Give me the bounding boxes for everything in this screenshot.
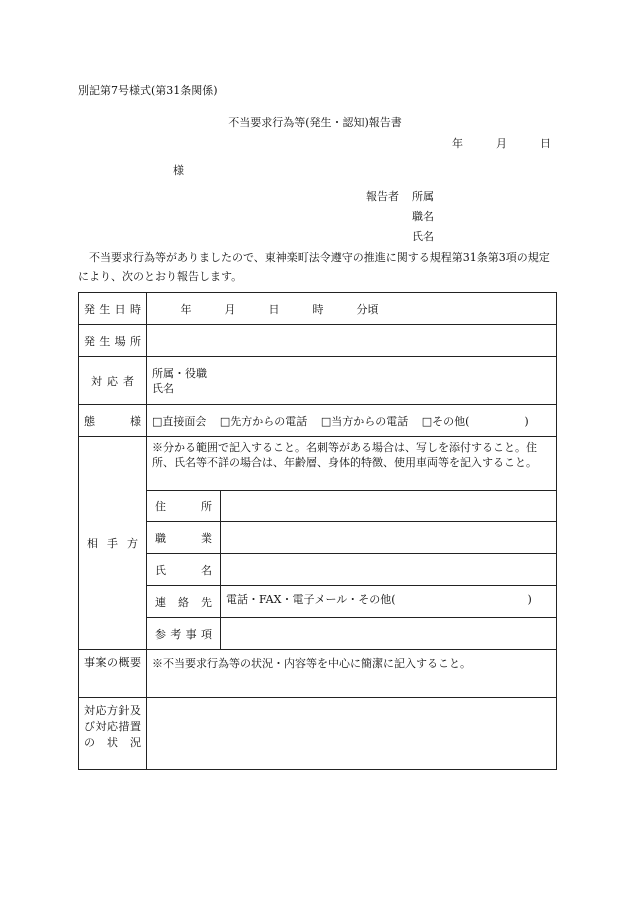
manner-option-other[interactable]: □その他( ) — [421, 414, 529, 428]
row-responder — [79, 357, 557, 405]
form-number: 別記第7号様式(第31条関係) — [78, 84, 218, 97]
reporter-label: 報告者 — [366, 190, 399, 203]
reporter-affiliation: 所属 — [412, 190, 434, 203]
dt-day: 日 — [268, 302, 280, 316]
counterpart-address-label: 住所 — [147, 491, 221, 522]
manner-options — [147, 405, 557, 437]
counterpart-name-field[interactable] — [221, 554, 557, 586]
counterpart-label: 相手方 — [79, 437, 147, 650]
row-manner — [79, 405, 557, 437]
dt-year: 年 — [180, 302, 192, 316]
dt-minute: 分頃 — [356, 302, 379, 316]
reporter-name: 氏名 — [412, 230, 434, 243]
intro-text: 不当要求行為等がありましたので、東神楽町法令遵守の推進に関する規程第31条第3項の規定により、次のとおり報告します。 — [78, 251, 550, 283]
document-title: 不当要求行為等(発生・認知)報告書 — [228, 116, 402, 129]
report-date — [452, 135, 551, 151]
counterpart-note: ※分かる範囲で記入すること。名刺等がある場合は、写しを添付すること。住所、氏名等不詳の場合は、年齢層、身体的特徴、使用車両等を記入すること。 — [147, 437, 557, 491]
addressee-suffix: 様 — [173, 164, 184, 177]
occurrence-place-label: 発生場所 — [79, 325, 147, 357]
counterpart-address-field[interactable] — [221, 491, 557, 522]
row-counterpart-name — [79, 554, 557, 586]
date-day: 日 — [540, 137, 551, 150]
responder-affiliation-label: 所属・役職 — [152, 366, 207, 380]
counterpart-contact-label: 連絡先 — [147, 586, 221, 618]
summary-field[interactable] — [147, 650, 557, 698]
report-table — [78, 292, 557, 770]
date-month: 月 — [496, 137, 507, 150]
response-label-cell — [79, 698, 147, 770]
row-counterpart-address — [79, 491, 557, 522]
response-label: 対応方針及び対応措置の状況 — [84, 704, 141, 749]
row-occurrence-place — [79, 325, 557, 357]
counterpart-occupation-label: 職業 — [147, 522, 221, 554]
row-summary — [79, 650, 557, 698]
manner-option-outgoing-call[interactable]: □当方からの電話 — [320, 414, 409, 428]
occurrence-place-field[interactable] — [147, 325, 557, 357]
manner-option-direct[interactable]: □直接面会 — [152, 414, 207, 428]
row-occurrence-datetime — [79, 293, 557, 325]
summary-label-cell — [79, 650, 147, 698]
manner-label: 態様 — [79, 405, 147, 437]
row-counterpart-occupation — [79, 522, 557, 554]
dt-month: 月 — [224, 302, 236, 316]
dt-hour: 時 — [312, 302, 324, 316]
date-year: 年 — [452, 137, 463, 150]
counterpart-occupation-field[interactable] — [221, 522, 557, 554]
row-counterpart-contact — [79, 586, 557, 618]
row-counterpart-note — [79, 437, 557, 491]
counterpart-name-label: 氏名 — [147, 554, 221, 586]
responder-name-label: 氏名 — [152, 381, 174, 395]
response-field[interactable] — [147, 698, 557, 770]
responder-label: 対応者 — [79, 357, 147, 405]
responder-field[interactable] — [147, 357, 557, 405]
row-response — [79, 698, 557, 770]
counterpart-reference-field[interactable] — [221, 618, 557, 650]
summary-note: ※不当要求行為等の状況・内容等を中心に簡潔に記入すること。 — [152, 657, 471, 670]
summary-label: 事案の概要 — [84, 656, 141, 669]
manner-option-incoming-call[interactable]: □先方からの電話 — [219, 414, 308, 428]
counterpart-reference-label: 参考事項 — [147, 618, 221, 650]
occurrence-datetime-label: 発生日時 — [79, 293, 147, 325]
row-counterpart-reference — [79, 618, 557, 650]
counterpart-contact-field[interactable]: 電話・FAX・電子メール・その他( ) — [221, 586, 557, 618]
occurrence-datetime-field[interactable] — [147, 293, 557, 325]
reporter-position: 職名 — [412, 210, 434, 223]
